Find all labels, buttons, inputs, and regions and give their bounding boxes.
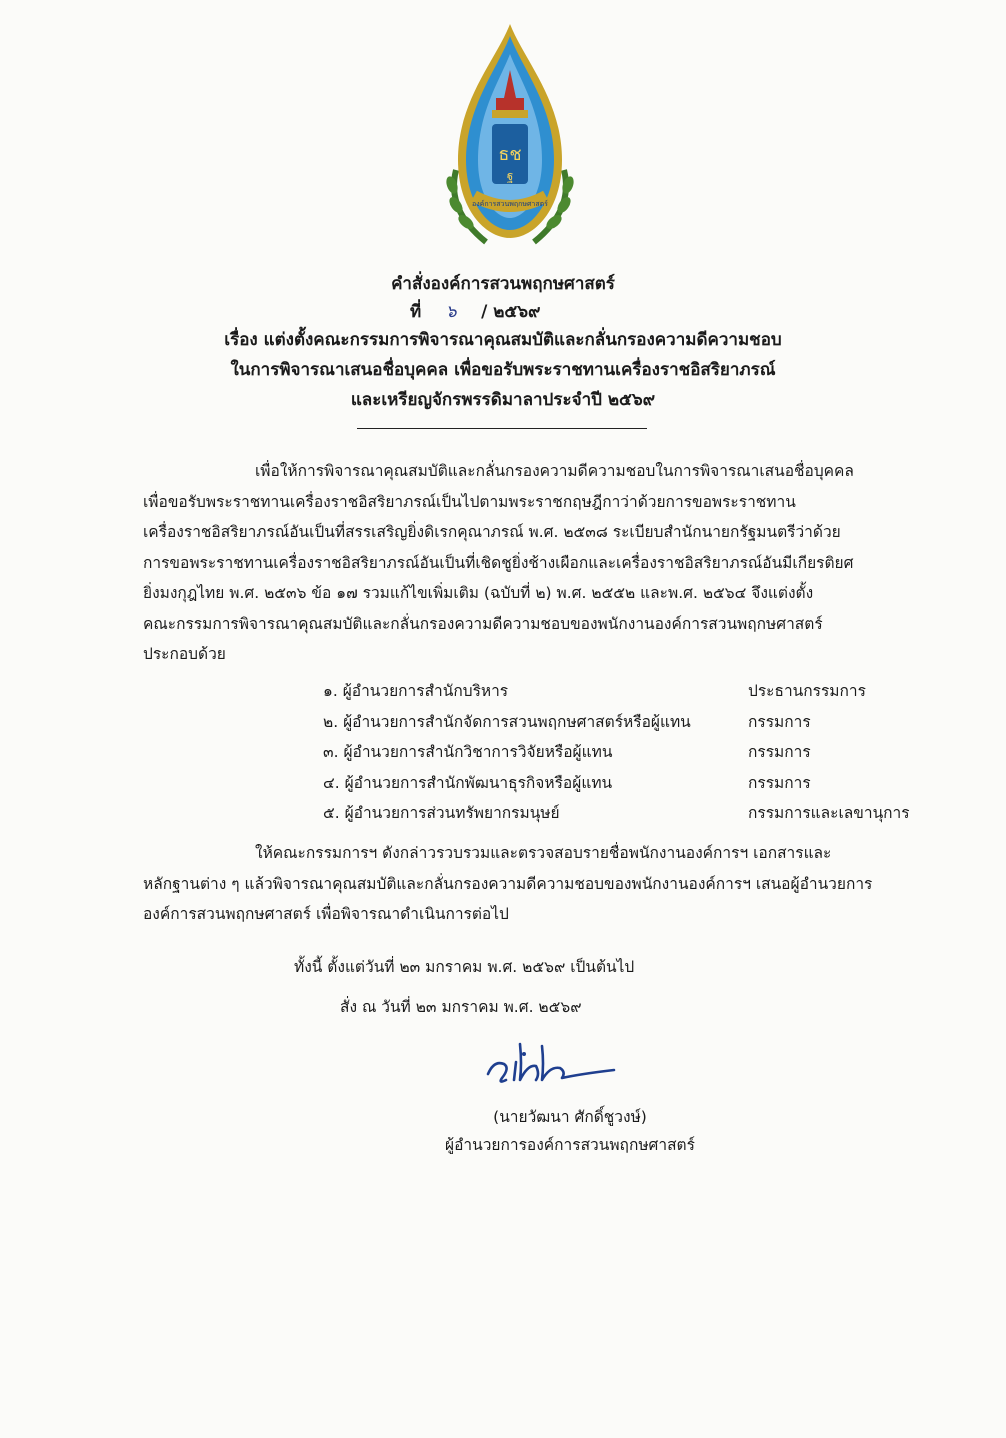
member-role: ประธานกรรมการ [748,682,866,700]
member-position: ๑. ผู้อำนวยการสำนักบริหาร [323,682,509,700]
paragraph-line: ประกอบด้วย [143,645,226,663]
signer-name: (นายวัฒนา ศักดิ์ชูวงษ์) [493,1108,647,1126]
order-number-handwritten: ๖ [445,302,457,322]
handwritten-signature [480,1034,620,1094]
committee-member-list [323,676,943,829]
effective-date: ทั้งนี้ ตั้งแต่วันที่ ๒๓ มกราคม พ.ศ. ๒๕๖๙ เป็นต้นไป [294,958,635,976]
paragraph-line: องค์การสวนพฤกษศาสตร์ เพื่อพิจารณาดำเนินการต่อไป [143,905,509,923]
order-date: สั่ง ณ วันที่ ๒๓ มกราคม พ.ศ. ๒๕๖๙ [340,998,582,1016]
title-divider [357,428,647,429]
paragraph-line: เพื่อขอรับพระราชทานเครื่องราชอิสริยาภรณ์เป็นไปตามพระราชกฤษฎีกาว่าด้วยการขอพระราชทาน [143,492,796,511]
member-role: กรรมการและเลขานุการ [748,804,910,822]
subject-line-2: ในการพิจารณาเสนอชื่อบุคคล เพื่อขอรับพระราชทานเครื่องราชอิสริยาภรณ์ [230,360,776,380]
member-position: ๒. ผู้อำนวยการสำนักจัดการสวนพฤกษศาสตร์หรือผู้แทน [323,712,691,731]
svg-text:องค์การสวนพฤกษศาสตร์: องค์การสวนพฤกษศาสตร์ [472,200,548,208]
order-title: คำสั่งองค์การสวนพฤกษศาสตร์ [391,274,615,294]
subject-line-1: เรื่อง แต่งตั้งคณะกรรมการพิจารณาคุณสมบัติและกลั่นกรองความดีความชอบ [224,330,782,350]
order-number [410,298,541,325]
paragraph-line: หลักฐานต่าง ๆ แล้วพิจารณาคุณสมบัติและกลั่นกรองความดีความชอบของพนักงานองค์การฯ เสนอผู้อำนวยการ [143,874,873,893]
signer-position: ผู้อำนวยการองค์การสวนพฤกษศาสตร์ [445,1136,695,1154]
paragraph-line: ให้คณะกรรมการฯ ดังกล่าวรวบรวมและตรวจสอบรายชื่อพนักงานองค์การฯ เอกสารและ [255,844,832,862]
paragraph-line: คณะกรรมการพิจารณาคุณสมบัติและกลั่นกรองความดีความชอบของพนักงานองค์การสวนพฤกษศาสตร์ [143,614,823,633]
list-item [323,768,943,799]
member-position: ๕. ผู้อำนวยการส่วนทรัพยากรมนุษย์ [323,804,560,822]
paragraph-1 [143,456,921,670]
member-role: กรรมการ [748,712,811,731]
member-role: กรรมการ [748,743,811,761]
list-item [323,737,943,768]
order-number-suffix: / ๒๕๖๙ [481,302,541,322]
list-item [323,707,943,738]
list-item [323,798,943,829]
paragraph-line: การขอพระราชทานเครื่องราชอิสริยาภรณ์อันเป็นที่เชิดชูยิ่งช้างเผือกและเครื่องราชอิสริยาภรณ์อันมีเกียรติยศ [143,553,854,572]
list-item [323,676,943,707]
paragraph-line: เพื่อให้การพิจารณาคุณสมบัติและกลั่นกรองความดีความชอบในการพิจารณาเสนอชื่อบุคคล [255,462,854,480]
paragraph-2 [143,838,921,930]
svg-text:ธช: ธช [498,144,522,165]
member-position: ๓. ผู้อำนวยการสำนักวิชาการวิจัยหรือผู้แทน [323,743,613,761]
paragraph-line: ยิ่งมงกุฎไทย พ.ศ. ๒๕๓๖ ข้อ ๑๗ รวมแก้ไขเพิ่มเติม (ฉบับที่ ๒) พ.ศ. ๒๕๕๒ และพ.ศ. ๒๕๖๔ จึงแต่งตั้ง [143,584,814,602]
paragraph-line: เครื่องราชอิสริยาภรณ์อันเป็นที่สรรเสริญยิ่งดิเรกคุณาภรณ์ พ.ศ. ๒๕๓๘ ระเบียบสำนักนายกรัฐมนตรีว่าด้วย [143,523,841,541]
order-number-prefix: ที่ [410,302,422,322]
svg-text:ฐ: ฐ [506,169,514,183]
member-position: ๔. ผู้อำนวยการสำนักพัฒนาธุรกิจหรือผู้แทน [323,773,613,792]
subject-line-3: และเหรียญจักรพรรดิมาลาประจำปี ๒๕๖๙ [350,390,656,410]
member-role: กรรมการ [748,773,811,792]
organization-logo [436,20,584,248]
